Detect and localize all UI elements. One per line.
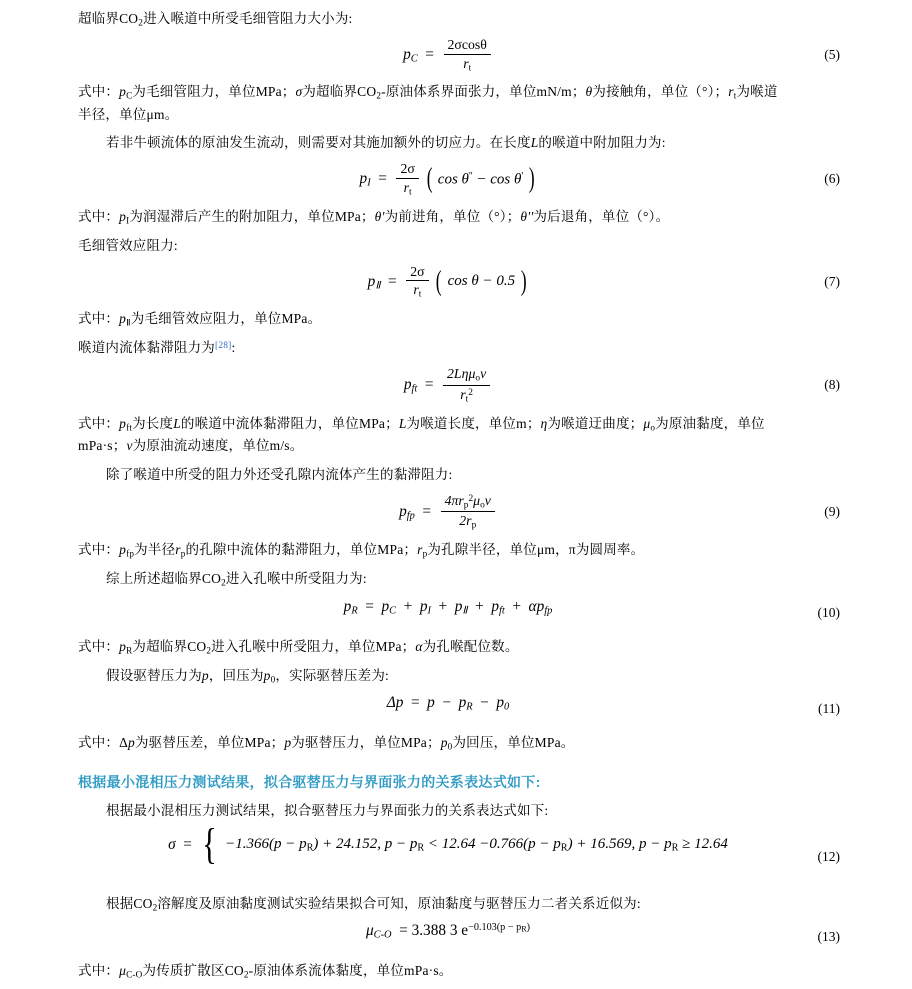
symbol-p: p: [263, 667, 271, 683]
equals-sign: =: [374, 170, 391, 188]
rhs-text: = 3.388 3 e: [399, 922, 469, 940]
symbol-r: r: [403, 179, 409, 195]
equation-lhs: $p_R$: [343, 597, 358, 617]
text-run: 式中：: [78, 84, 120, 100]
text-run: 式中：: [78, 638, 120, 654]
symbol-sub: C: [126, 90, 133, 101]
term-p: p: [427, 694, 435, 712]
plus-sign: +: [434, 597, 451, 615]
symbol-p: p: [201, 667, 209, 683]
text-run: 为润湿滞后产生的附加阻力，单位MPa；: [129, 208, 375, 224]
paragraph-non-newtonian: [78, 132, 818, 154]
paragraph-throat-viscous: [78, 337, 818, 359]
symbol-sub: o: [480, 499, 485, 510]
equation-number: (6): [824, 171, 840, 187]
denominator: [441, 512, 495, 531]
text-run: 为喉道迂曲度；: [547, 415, 644, 431]
text-run: 为长度: [132, 415, 174, 431]
paragraph-intro-capillary: [78, 8, 818, 30]
paragraph-nomenclature-10: [78, 636, 818, 658]
text-run: 为孔隙半径，单位μm，π为圆周率。: [427, 542, 645, 558]
prime-mark: '': [468, 170, 473, 182]
symbol-sub: t: [468, 62, 472, 73]
paragraph-pressure-assumption: [78, 665, 818, 687]
prime-mark: ': [521, 170, 524, 182]
text-run: :: [231, 340, 236, 356]
fraction: [443, 366, 490, 405]
paren-open: (: [426, 163, 433, 195]
minus-sign: −: [438, 694, 455, 712]
numerator: 2σ: [406, 264, 428, 281]
paragraph-total-resistance: [78, 568, 818, 590]
equals-sign: =: [179, 835, 196, 853]
symbol-sub: R: [560, 842, 568, 854]
text-run: 根据CO: [106, 895, 153, 911]
symbol-p: p: [119, 84, 127, 100]
symbol-p: p: [119, 542, 127, 558]
symbol-r: r: [463, 55, 469, 71]
text-run: 式中：: [78, 963, 120, 979]
equation-lhs: [360, 170, 371, 189]
text-run: 为回压，单位MPa。: [452, 734, 575, 750]
equation-8-body: [78, 366, 818, 405]
equation-5: [78, 37, 840, 73]
numerator: 2σ: [396, 161, 418, 178]
case2-cond: ≥ 12.64: [678, 835, 728, 852]
symbol-p: p: [119, 310, 127, 326]
text-run: 除了喉道中所受的阻力外还受孔隙内流体产生的黏滞阻力:: [106, 466, 453, 482]
text-run: 进入孔喉中所受阻力为:: [225, 571, 367, 587]
plus-sign: +: [471, 597, 488, 615]
text-run: 为孔喉配位数。: [422, 638, 519, 654]
paragraph-nomenclature-5: [78, 81, 818, 125]
paren-close: ): [528, 163, 535, 195]
equation-7: [78, 263, 840, 300]
equation-number: (13): [817, 929, 840, 945]
text-run: 式中：: [78, 208, 120, 224]
fraction: [444, 37, 491, 73]
paragraph-capillary-effect: [78, 235, 818, 257]
text-run: 为驱替压差，单位MPa；: [134, 734, 285, 750]
paragraph-nomenclature-9: [78, 539, 818, 561]
text-run: 根据最小混相压力测试结果，拟合驱替压力与界面张力的关系表达式如下:: [106, 803, 549, 819]
equation-lhs: [366, 922, 392, 941]
subscript: 2: [376, 90, 382, 101]
minus-sign: −: [476, 694, 493, 712]
symbol-sub: Ⅱ: [126, 317, 131, 328]
equation-number: (12): [817, 848, 840, 864]
exponent: [468, 922, 530, 933]
paragraph-nomenclature-11: [78, 732, 818, 754]
plus-sign: +: [399, 597, 417, 615]
citation-ref[interactable]: [28]: [215, 340, 232, 351]
symbol-v: v: [484, 492, 491, 508]
symbol-sub: 0: [270, 674, 276, 685]
text-run: 进入孔喉中所受阻力，单位MPa；: [211, 638, 416, 654]
subscript: 2: [138, 17, 144, 28]
symbol-sigma: σ: [295, 84, 303, 100]
cos-theta-minus: cos θ − 0.5: [447, 273, 516, 290]
text-run: 为半径: [134, 542, 176, 558]
denominator: [443, 386, 490, 405]
symbol-r: r: [460, 386, 466, 402]
equation-number: (11): [818, 700, 840, 716]
equation-5-body: [78, 37, 818, 73]
symbol-theta-prime: θ': [374, 208, 385, 224]
symbol-L: L: [398, 415, 407, 431]
text-run: 喉道内流体黏滞阻力为: [78, 340, 215, 356]
text-run: 为毛细管阻力，单位MPa；: [132, 84, 296, 100]
paragraph-viscosity-fit: [78, 893, 818, 915]
equals-sign: =: [407, 694, 424, 712]
section-heading-2-2: 根据最小混相压力测试结果，拟合驱替压力与界面张力的关系表达式如下:: [78, 774, 541, 791]
symbol-sub: ft: [126, 421, 133, 432]
equation-number: (9): [824, 503, 840, 519]
text-run: -原油体系流体黏度，单位mPa·s。: [248, 963, 453, 979]
symbol-p: p: [399, 502, 407, 520]
symbol-sub: o: [475, 373, 481, 384]
symbol-p: p: [403, 46, 411, 64]
symbol-sub: C-O: [126, 969, 143, 980]
equation-lhs: [404, 376, 417, 395]
equation-13: [78, 922, 840, 952]
symbol-sub: fp: [406, 510, 415, 522]
equation-number: (5): [824, 47, 840, 63]
symbol-sub: R: [671, 842, 679, 854]
term-pc: $p_C$: [381, 597, 397, 617]
text-run: 为驱替压力，单位MPa；: [291, 734, 441, 750]
text-run: 为前进角，单位（°）；: [384, 208, 521, 224]
text-run: 为超临界CO: [302, 84, 377, 100]
equation-lhs: [168, 836, 176, 854]
paragraph-nomenclature-6: [78, 206, 818, 228]
equation-6-body: [78, 161, 818, 197]
symbol-theta-double-prime: θ'': [520, 208, 534, 224]
numerator-lead: 2Lημ: [447, 365, 476, 381]
equation-11: [78, 693, 840, 724]
equation-number: (7): [824, 273, 840, 289]
cases-block: [225, 832, 728, 858]
symbol-L: L: [530, 135, 539, 151]
symbol-sub: R: [306, 842, 314, 854]
term-alpha-pfp: $\alpha p_{fp}$: [528, 597, 553, 617]
equation-9-body: [78, 493, 818, 532]
paragraph-ift-fit: [78, 800, 818, 822]
text-run: 毛细管效应阻力:: [78, 237, 178, 253]
symbol-sub: C-O: [373, 929, 392, 941]
document-content: [78, 8, 840, 989]
paren-close: ): [520, 265, 527, 297]
text-run: 为喉道: [736, 84, 778, 100]
symbol-sub: R: [126, 644, 133, 655]
symbol-sup: 2: [468, 493, 474, 504]
symbol-eta: η: [540, 415, 548, 431]
subscript: 2: [243, 969, 249, 980]
symbol-sub: p: [180, 548, 186, 559]
equation-lhs: [368, 273, 381, 292]
fraction: [441, 493, 495, 532]
text-run: 进入喉道中所受毛细管阻力大小为:: [143, 11, 353, 26]
symbol-sub: Ⅱ: [375, 280, 381, 292]
term-pii: $p_Ⅱ$: [454, 597, 468, 617]
equation-10: [78, 597, 840, 628]
text-run: 式中：: [78, 310, 120, 326]
text-run: 综上所述超临界CO: [106, 571, 222, 587]
delta-p: Δp: [386, 694, 404, 712]
case-brace: {: [202, 819, 218, 868]
symbol-sub: 0: [447, 741, 453, 752]
symbol-r: r: [175, 542, 181, 558]
symbol-sub: o: [650, 421, 656, 432]
symbol-p: p: [119, 415, 127, 431]
term-p0: $p_0$: [496, 693, 510, 713]
text-run: 式中：: [78, 542, 120, 558]
symbol-sub: p: [422, 548, 428, 559]
symbol-sub: t: [418, 289, 422, 300]
minus-cos-theta: − cos θ: [476, 171, 522, 188]
symbol-sub: ft: [411, 383, 418, 395]
symbol-p: p: [284, 734, 292, 750]
symbol-sub: I: [126, 214, 130, 225]
term-pr: $p_R$: [458, 693, 473, 713]
symbol-p: p: [119, 638, 127, 654]
case-row-1: [225, 836, 475, 852]
text-run: 为毛细管效应阻力，单位MPa。: [130, 310, 322, 326]
text-run: 溶解度及原油黏度测试实验结果拟合可知，原油黏度与驱替压力二者关系近似为:: [157, 895, 641, 911]
numerator-lead: 4πr: [444, 492, 464, 508]
symbol-sub: t: [733, 90, 737, 101]
symbol-sub: C: [410, 53, 418, 65]
equation-8: [78, 365, 840, 405]
numerator: [443, 366, 490, 386]
symbol-p: p: [119, 208, 127, 224]
text-run: 超临界CO: [78, 11, 139, 26]
text-run: 假设驱替压力为: [106, 667, 202, 683]
symbol-p: p: [359, 170, 368, 188]
equation-12-body: [78, 819, 818, 868]
text-run: 为喉道长度，单位m；: [406, 415, 541, 431]
exp-body: (p − p: [496, 922, 522, 934]
case-row-2: [479, 836, 728, 852]
symbol-v: v: [480, 365, 487, 381]
equation-9: [78, 492, 840, 532]
symbol-r: r: [728, 84, 734, 100]
text-run: 为后退角，单位（°）。: [533, 208, 670, 224]
text-run: mPa·s；: [78, 437, 127, 453]
equation-number: (10): [817, 604, 840, 620]
symbol-sigma: σ: [168, 835, 176, 853]
equation-number: (8): [824, 377, 840, 393]
text-run: 为原油流动速度，单位m/s。: [132, 437, 304, 453]
equation-12: [78, 819, 840, 885]
equals-sign: =: [421, 376, 438, 394]
text-run: 式中：Δ: [78, 734, 128, 750]
equals-sign: =: [421, 46, 438, 64]
symbol-L: L: [173, 415, 181, 431]
case1-lead: −1.366(p − p: [225, 835, 307, 852]
equation-lhs: [403, 46, 418, 65]
symbol-sub: t: [465, 394, 469, 405]
text-run: 式中：: [78, 415, 120, 431]
symbol-sub: I: [367, 177, 371, 189]
term-pi: $p_I$: [419, 597, 431, 617]
paragraph-nomenclature-7: [78, 308, 818, 330]
case1-cond: < 12.64: [424, 835, 476, 852]
numerator: [441, 493, 495, 513]
text-run: 为超临界CO: [132, 638, 207, 654]
cos-theta: cos θ: [437, 171, 469, 188]
exp-coeff: −0.103: [468, 922, 497, 934]
symbol-mu: μ: [365, 922, 374, 940]
paragraph-nomenclature-8: [78, 413, 818, 457]
text-run: 为接触角，单位（°）；: [592, 84, 729, 100]
equals-sign: =: [418, 502, 435, 520]
rhs-expression: [395, 922, 468, 940]
subscript: 2: [206, 644, 212, 655]
paragraph-nomenclature-13: [78, 960, 818, 982]
equals-sign: =: [384, 272, 401, 290]
symbol-sub: p: [463, 499, 469, 510]
fraction: [406, 264, 428, 300]
text-run: 的喉道中附加阻力为:: [538, 135, 666, 151]
text-run: 为传质扩散区CO: [142, 963, 244, 979]
case1-mid: ) + 24.152, p − p: [313, 835, 418, 852]
symbol-sub: R: [417, 842, 425, 854]
symbol-theta: θ: [585, 84, 593, 100]
equation-lhs: [399, 503, 415, 522]
denominator: [444, 55, 491, 74]
paren-content: [448, 273, 516, 290]
symbol-sub: t: [409, 187, 412, 198]
equals-sign: =: [361, 597, 378, 615]
symbol-sub: p: [471, 520, 477, 531]
exp-close: ): [526, 922, 531, 934]
case2-mid: ) + 16.569, p − p: [567, 835, 672, 852]
denominator-lead: 2r: [459, 513, 472, 529]
text-run: 半径，单位μm。: [78, 106, 179, 122]
symbol-r: r: [413, 282, 419, 298]
text-run: 若非牛顿流体的原油发生流动，则需要对其施加额外的切应力。在长度: [106, 135, 531, 151]
paren-open: (: [436, 265, 443, 297]
symbol-r: r: [417, 542, 423, 558]
symbol-p: p: [403, 376, 412, 394]
equation-13-body: [78, 922, 818, 941]
symbol-sub: fp: [126, 548, 135, 559]
equation-7-body: [78, 264, 818, 300]
text-run: -原油体系界面张力，单位mN/m；: [381, 84, 586, 100]
text-run: 的喉道中流体黏滞阻力，单位MPa；: [180, 415, 399, 431]
symbol-v: v: [126, 437, 133, 453]
text-run: 为原油黏度，单位: [655, 415, 765, 431]
term-pft: $p_{ft}$: [491, 597, 505, 617]
text-run: ，实际驱替压差为:: [275, 667, 389, 683]
text-run: 的孔隙中流体的黏滞阻力，单位MPa；: [185, 542, 418, 558]
symbol-p: p: [367, 272, 376, 290]
denominator: [406, 281, 428, 300]
equation-6: [78, 161, 840, 198]
case2-lead: −0.766(p − p: [479, 835, 561, 852]
text-run: ，回压为: [208, 667, 264, 683]
symbol-alpha: α: [415, 638, 423, 654]
symbol-mu: μ: [643, 415, 651, 431]
exp-sub: R: [521, 924, 527, 934]
paragraph-pore-viscous: [78, 464, 818, 486]
fraction: [396, 161, 418, 197]
equation-10-body: [78, 598, 818, 617]
symbol-mu: μ: [473, 492, 481, 508]
subscript: 2: [152, 902, 158, 913]
numerator: 2σcosθ: [444, 37, 491, 54]
plus-sign: +: [508, 597, 525, 615]
symbol-sup: 2: [468, 387, 473, 398]
equation-11-body: [78, 694, 818, 713]
symbol-mu: μ: [119, 963, 127, 979]
symbol-p: p: [127, 734, 135, 750]
denominator: [396, 179, 418, 198]
symbol-p: p: [440, 734, 448, 750]
subscript: 2: [221, 577, 226, 588]
paren-content: [438, 171, 523, 189]
